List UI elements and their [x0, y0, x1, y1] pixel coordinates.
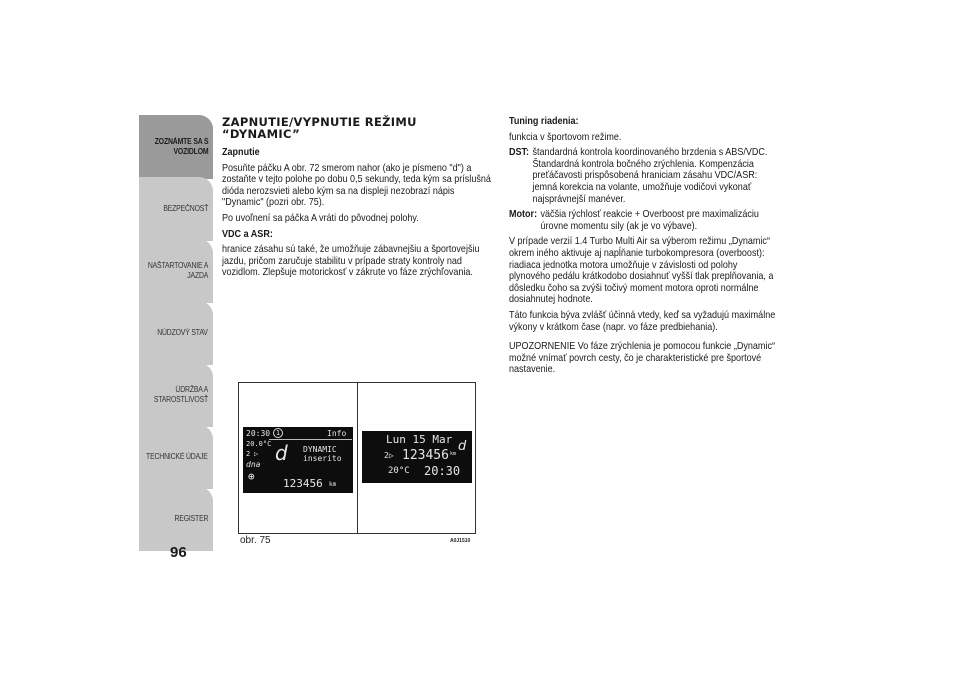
paragraph: Táto funkcia býva zvlášť účinná vtedy, keď sa vyžadujú maximálne výkony v krátkom čase (napr. vo fáze predbiehania). [509, 308, 776, 333]
definition-text: väčšia rýchlosť reakcie + Overboost pre maximalizáciu úrovne momentu sily (ak je vo výbave). [540, 208, 759, 232]
tab-label: NÚDZOVÝ STAV [157, 328, 208, 337]
paragraph: V prípade verzií 1.4 Turbo Multi Air sa výberom režimu „Dynamic“ okrem iného aktivuje aj napĺňanie turbokompresora (overboost): riadiaca jednotka motora umožňuje v závislosti od polohy plynového pedálu krátkodobo dosiahnuť vyšší tlak preplňovania, a dôsledku čoho sa zvýši točivý moment motora oproti normálne dosiahnutej hodnote. [509, 235, 774, 306]
info-number: 1 [273, 428, 283, 438]
gear-arrow-icon: ▷ [254, 450, 259, 458]
paragraph: UPOZORNENIE Vo fáze zrýchlenia je pomocou funkcie „Dynamic“ možné vnímať povrch cesty, čo je charakteristické pre športové nastavenie. [509, 340, 775, 376]
dynamic-d-icon: d [458, 439, 467, 454]
display-time: 20:30 [424, 464, 461, 478]
figure-75 [238, 382, 476, 534]
term-motor: Motor: [509, 208, 538, 221]
tab-bezpecnost[interactable] [139, 177, 213, 241]
right-column [509, 116, 779, 380]
paragraph: funkcia v športovom režime. [509, 130, 622, 143]
display-gear: 2 [246, 450, 251, 458]
section-heading: ZAPNUTIE/VYPNUTIE REŽIMU “DYNAMIC” [222, 115, 417, 141]
tab-nudzovy-stav[interactable] [139, 301, 213, 365]
paragraph: Posuňte páčku A obr. 72 smerom nahor (ako je písmeno "d") a zostaňte v tejto polohe po dobu 0,5 sekundy, teda kým sa príslušná dióda nerozsvieti alebo kým sa na displeji nezobrazí nápis "Dynamic" (pozri obr. 75). [222, 161, 491, 209]
gear-indicator-icon: 2▷ [384, 451, 394, 460]
subhead-vdc-asr: VDC a ASR: [222, 227, 273, 240]
left-column [222, 116, 492, 283]
tab-label: ZOZNÁMTE SA S VOZIDLOM [154, 137, 208, 156]
subhead-zapnutie: Zapnutie [222, 146, 260, 158]
display-panel-1 [243, 427, 353, 493]
display-message-line1: DYNAMIC [303, 445, 337, 454]
term-dst: DST: [509, 146, 530, 159]
display-message-line2: inserito [303, 454, 342, 463]
definition-motor [509, 209, 778, 232]
tab-label: NAŠTARTOVANIE A JAZDA [147, 261, 208, 280]
paragraph: Po uvoľnení sa páčka A vráti do pôvodnej polohy. [222, 211, 419, 224]
tab-technicke-udaje[interactable] [139, 425, 213, 489]
display-info: Info [327, 429, 347, 438]
dna-logo: dna [246, 460, 261, 469]
dynamic-d-icon: d [275, 441, 288, 465]
display-odometer-unit: km [450, 451, 457, 457]
display-date: Lun 15 Mar [386, 433, 453, 446]
display-odometer-unit: km [329, 481, 337, 488]
figure-code: A0J1510 [450, 538, 471, 544]
tab-label: TECHNICKÉ ÚDAJE [146, 452, 208, 461]
tab-label: REGISTER [174, 514, 208, 523]
display-odometer: 123456 [402, 448, 449, 463]
display-temp: 20.0°C [246, 440, 272, 448]
subhead-tuning: Tuning riadenia: [509, 115, 579, 127]
display-odometer: 123456 [283, 477, 323, 490]
tab-nastartovanie-a-jazda[interactable] [139, 239, 213, 303]
tab-label: BEZPEČNOSŤ [163, 204, 208, 213]
globe-icon: ⊕ [248, 470, 255, 483]
display-time: 20:30 [246, 429, 271, 438]
paragraph: hranice zásahu sú také, že umožňuje zábavnejšiu a športovejšiu jazdu, pričom zaručuje stabilitu v prípade straty kontroly nad vozidlom. Zlepšuje motorickosť v zákrute vo fáze zrýchľovania. [222, 243, 480, 279]
definition-text: štandardná kontrola koordinovaného brzdenia s ABS/VDC. Štandardná kontrola bočného zrýchlenia. Kompenzácia preťáčavosti prispôsobená hraniciam zásahu VDC/ASR: jemná korekcia na volante, umožňuje vodičovi vykonať najsprávnejší manéver. [532, 146, 768, 205]
definition-dst [509, 147, 778, 205]
display-temp: 20°C [388, 466, 410, 476]
page-number: 96 [170, 544, 187, 561]
display-panel-2 [362, 431, 472, 483]
display-rule [269, 439, 352, 440]
tab-label: ÚDRŽBA A STAROSTLIVOSŤ [153, 385, 208, 404]
tab-udrzba-a-starostlivost[interactable] [139, 363, 213, 427]
tab-zoznamte-sa-s-vozidlom[interactable] [139, 115, 213, 179]
figure-divider [357, 383, 358, 533]
tab-register[interactable] [139, 487, 213, 551]
figure-caption: obr. 75 [240, 535, 271, 546]
